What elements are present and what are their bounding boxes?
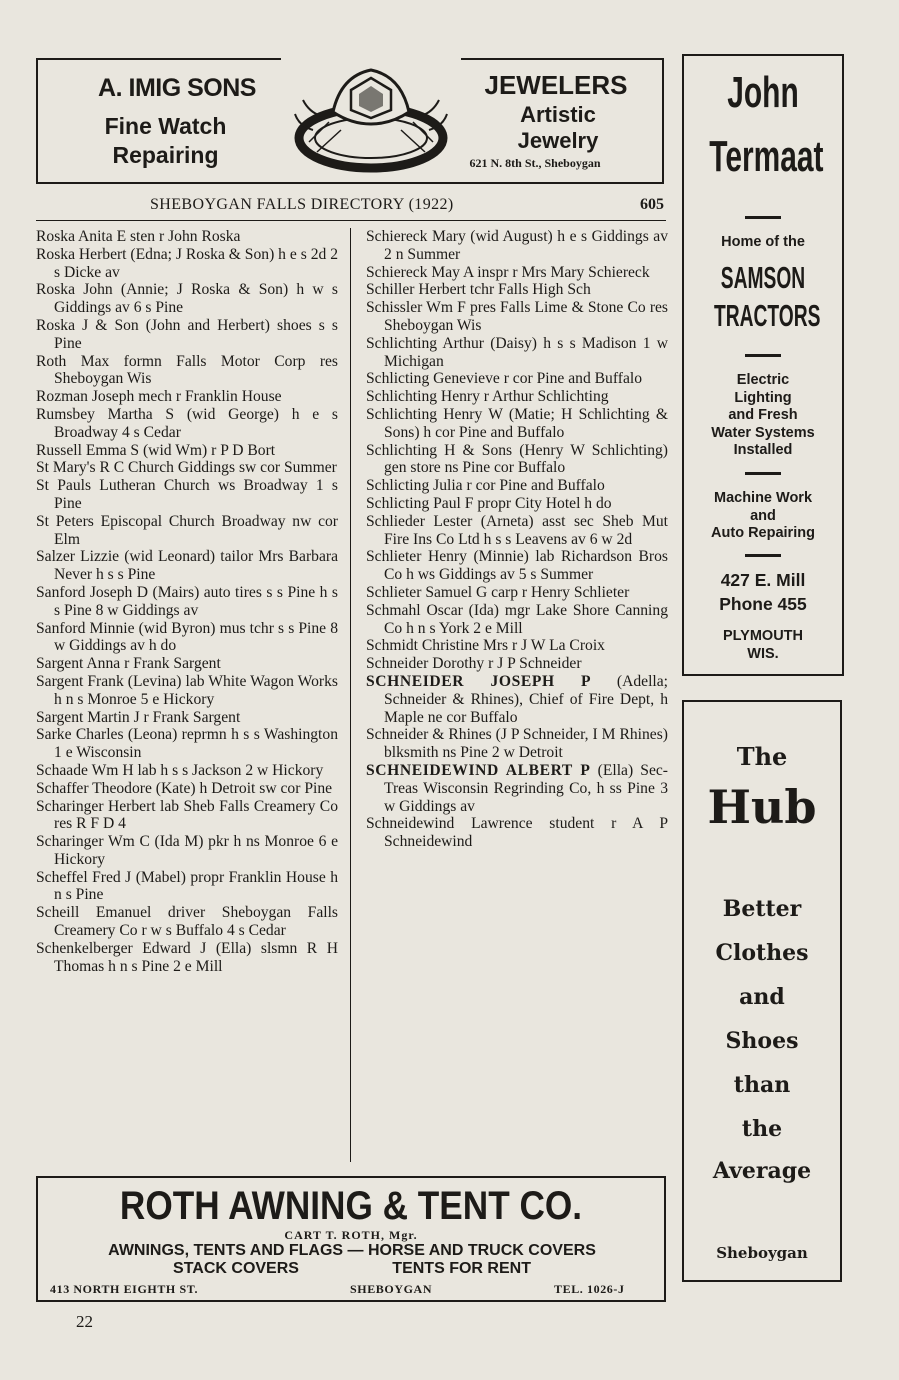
directory-entry-text: Schiller Herbert tchr Falls High Sch bbox=[366, 281, 591, 299]
directory-entry-text: Schneidewind Lawrence student r A P Schneidewind bbox=[366, 815, 668, 851]
hub-slogan-5: than bbox=[733, 1072, 791, 1098]
directory-entry bbox=[366, 281, 668, 299]
directory-entry-text: Schaffer Theodore (Kate) h Detroit sw cor Pine bbox=[36, 779, 333, 797]
directory-entry bbox=[36, 477, 338, 513]
directory-entry bbox=[366, 228, 668, 264]
directory-entry-text: Scharinger Wm C (Ida M) pkr h ns Monroe 6 e Hickory bbox=[36, 833, 338, 868]
directory-entry-text: Schneider & Rhines (J P Schneider, I M Rhines) blksmith ns Pine 2 w Detroit bbox=[366, 726, 668, 762]
directory-entry bbox=[36, 317, 338, 353]
termaat-phone: Phone 455 bbox=[719, 594, 807, 614]
machine-line-3: Auto Repairing bbox=[711, 525, 815, 541]
directory-entry bbox=[36, 869, 338, 905]
directory-entry-text: Russell Emma S (wid Wm) r P D Bort bbox=[36, 441, 276, 459]
termaat-address: 427 E. Mill bbox=[720, 570, 806, 590]
tractors-brand: TRACTORS bbox=[714, 298, 821, 333]
directory-entry-text: Schmahl Oscar (Ida) mgr Lake Shore Canning Co h n s York 2 e Mill bbox=[366, 601, 668, 637]
jeweler-tagline-line-1: Artistic bbox=[520, 102, 596, 127]
hub-city: Sheboygan bbox=[716, 1244, 808, 1262]
header-rule bbox=[36, 220, 666, 221]
directory-entry-text: Schenkelberger Edward J (Ella) slsmn R H Thomas h n s Pine 2 e Mill bbox=[36, 939, 338, 975]
directory-entry-text: Roska Anita E sten r John Roska bbox=[36, 228, 241, 245]
directory-entry-text: Schissler Wm F pres Falls Lime & Stone Co res Sheboygan Wis bbox=[366, 299, 668, 334]
directory-entry bbox=[366, 815, 668, 851]
awning-advertisement bbox=[36, 1176, 666, 1302]
directory-entry-text: Scheill Emanuel driver Sheboygan Falls Creamery Co r w s Buffalo 4 s Cedar bbox=[36, 904, 338, 940]
termaat-first-name: John bbox=[727, 68, 799, 117]
jeweler-service bbox=[78, 112, 253, 170]
directory-entry-text: Schlichting Henry W (Matie; H Schlichting & Sons) h cor Pine and Buffalo bbox=[366, 405, 668, 441]
directory-entry bbox=[36, 281, 338, 317]
directory-entry bbox=[36, 548, 338, 584]
directory-entry-text: Schlichting Henry r Arthur Schlichting bbox=[366, 388, 609, 406]
divider-dash bbox=[745, 554, 781, 557]
directory-entry bbox=[36, 353, 338, 389]
directory-entry-text: St Mary's R C Church Giddings sw cor Summer bbox=[36, 459, 337, 477]
directory-entry-text: Sargent Anna r Frank Sargent bbox=[36, 655, 221, 673]
directory-entry bbox=[366, 637, 668, 655]
awning-city: SHEBOYGAN bbox=[350, 1282, 433, 1296]
directory-entry-text: Schlicting Genevieve r cor Pine and Buffalo bbox=[366, 370, 642, 388]
directory-entry-text: Sanford Joseph D (Mairs) auto tires s s Pine h s s Pine 8 w Giddings av bbox=[36, 583, 338, 619]
awning-firm-name: ROTH AWNING & TENT CO. bbox=[119, 1184, 583, 1228]
home-of-label: Home of the bbox=[721, 234, 805, 250]
jeweler-tagline bbox=[478, 102, 638, 154]
divider-dash bbox=[745, 354, 781, 357]
directory-entry-text: Schiereck May A inspr r Mrs Mary Schiereck bbox=[366, 263, 650, 281]
awning-products-line-1: AWNINGS, TENTS AND FLAGS — HORSE AND TRUCK COVERS bbox=[108, 1242, 596, 1259]
directory-entry-text: Sargent Frank (Levina) lab White Wagon Works h n s Monroe 5 e Hickory bbox=[36, 672, 338, 708]
directory-entry-text: Schlieter Samuel G carp r Henry Schlieter bbox=[366, 583, 630, 601]
directory-entry-text: Schlicting Paul F propr City Hotel h do bbox=[366, 494, 612, 512]
directory-entry-text: Salzer Lizzie (wid Leonard) tailor Mrs Barbara Never h s s Pine bbox=[36, 548, 338, 584]
directory-entry bbox=[366, 477, 668, 495]
directory-entry bbox=[366, 335, 668, 371]
directory-entry bbox=[36, 904, 338, 940]
directory-entry-text: Schlichting Arthur (Daisy) h s s Madison 1 w Michigan bbox=[366, 334, 668, 370]
directory-entry-text: Roska J & Son (John and Herbert) shoes s s Pine bbox=[36, 316, 338, 352]
directory-entry bbox=[36, 620, 338, 656]
directory-entry bbox=[36, 940, 338, 976]
divider-dash bbox=[745, 472, 781, 475]
directory-page-number: 605 bbox=[640, 196, 664, 213]
jeweler-firm-name: A. IMIG SONS bbox=[98, 74, 256, 102]
machine-line-1: Machine Work bbox=[713, 490, 813, 506]
electric-line-5: Installed bbox=[733, 442, 793, 458]
directory-entry-text: Schlieter Henry (Minnie) lab Richardson Bros Co h ws Giddings av 5 s Summer bbox=[366, 548, 668, 584]
jeweler-tagline-line-2: Jewelry bbox=[517, 128, 599, 153]
directory-entry bbox=[36, 762, 338, 780]
directory-entry-text: Roska Herbert (Edna; J Roska & Son) h e s 2d 2 s Dicke av bbox=[36, 245, 338, 281]
directory-entry-text: St Peters Episcopal Church Broadway nw cor Elm bbox=[36, 512, 338, 548]
termaat-advertisement bbox=[682, 54, 844, 676]
directory-entry bbox=[36, 833, 338, 869]
directory-entry bbox=[366, 602, 668, 638]
electric-services bbox=[684, 372, 842, 460]
electric-line-4: Water Systems bbox=[711, 424, 815, 441]
directory-entry bbox=[366, 762, 668, 815]
directory-entry bbox=[36, 228, 338, 246]
directory-entry bbox=[366, 264, 668, 282]
machine-line-2: and bbox=[750, 507, 776, 524]
directory-entry bbox=[366, 548, 668, 584]
hub-slogan-2: Clothes bbox=[715, 940, 809, 966]
termaat-city-line-1: PLYMOUTH bbox=[722, 628, 804, 644]
divider-dash bbox=[745, 216, 781, 219]
awning-manager: CART T. ROTH, Mgr. bbox=[284, 1228, 418, 1242]
directory-entry-text: Schmidt Christine Mrs r J W La Croix bbox=[366, 637, 605, 655]
hub-advertisement bbox=[682, 700, 842, 1282]
left-column-listings bbox=[36, 228, 338, 975]
directory-entry bbox=[36, 246, 338, 282]
directory-entry-text: Scharinger Herbert lab Sheb Falls Creamery Co res R F D 4 bbox=[36, 797, 338, 833]
electric-line-2: Lighting bbox=[734, 389, 792, 406]
directory-entry-text: Sarke Charles (Leona) reprmn h s s Washington 1 e Wisconsin bbox=[36, 726, 338, 762]
directory-entry bbox=[366, 388, 668, 406]
directory-entry-name: SCHNEIDEWIND ALBERT P bbox=[366, 761, 591, 779]
directory-entry bbox=[36, 673, 338, 709]
directory-entry-text: Schiereck Mary (wid August) h e s Giddings av 2 n Summer bbox=[366, 228, 668, 263]
directory-entry bbox=[366, 655, 668, 673]
awning-telephone: TEL. 1026-J bbox=[554, 1282, 625, 1296]
hub-name: Hub bbox=[707, 780, 817, 834]
directory-entry-text: Schlicting Julia r cor Pine and Buffalo bbox=[366, 477, 605, 495]
directory-entry bbox=[36, 798, 338, 834]
directory-entry bbox=[36, 459, 338, 477]
directory-entry bbox=[366, 673, 668, 726]
directory-entry-text: Rozman Joseph mech r Franklin House bbox=[36, 388, 282, 406]
termaat-last-name: Termaat bbox=[709, 132, 824, 181]
directory-entry-text: Schaade Wm H lab h s s Jackson 2 w Hickory bbox=[36, 761, 324, 779]
folio-number: 22 bbox=[76, 1312, 93, 1331]
jeweler-service-line-2: Repairing bbox=[112, 142, 219, 168]
directory-entry bbox=[366, 495, 668, 513]
directory-entry bbox=[36, 388, 338, 406]
directory-entry-text: Schneider Dorothy r J P Schneider bbox=[366, 655, 582, 673]
electric-line-1: Electric bbox=[736, 372, 790, 388]
awning-products bbox=[50, 1242, 654, 1278]
directory-entry bbox=[366, 584, 668, 602]
hub-slogan-3: and bbox=[739, 984, 785, 1010]
directory-entry-text: Rumsbey Martha S (wid George) h e s Broadway 4 s Cedar bbox=[36, 405, 338, 441]
awning-address: 413 NORTH EIGHTH ST. bbox=[50, 1282, 199, 1296]
jeweler-service-line-1: Fine Watch bbox=[104, 113, 227, 139]
hub-slogan-6: the bbox=[741, 1116, 783, 1142]
hub-slogan-1: Better bbox=[722, 896, 802, 922]
directory-entry-text: Scheffel Fred J (Mabel) propr Franklin House h n s Pine bbox=[36, 868, 338, 904]
directory-entry bbox=[36, 442, 338, 460]
directory-entry-text: Schlichting H & Sons (Henry W Schlichting) gen store ns Pine cor Buffalo bbox=[366, 441, 668, 477]
directory-entry bbox=[366, 442, 668, 478]
hub-the: The bbox=[736, 742, 788, 771]
directory-entry bbox=[36, 513, 338, 549]
directory-title: SHEBOYGAN FALLS DIRECTORY (1922) bbox=[150, 196, 454, 213]
directory-entry-text: Roska John (Annie; J Roska & Son) h w s Giddings av 6 s Pine bbox=[36, 281, 338, 317]
termaat-city-line-2: WIS. bbox=[747, 645, 779, 662]
column-divider bbox=[350, 228, 351, 1162]
awning-products-line-2: STACK COVERS TENTS FOR RENT bbox=[173, 1260, 531, 1277]
directory-entry bbox=[36, 406, 338, 442]
directory-entry bbox=[36, 655, 338, 673]
jeweler-trade: JEWELERS bbox=[484, 70, 628, 100]
directory-entry bbox=[366, 726, 668, 762]
directory-entry-name: SCHNEIDER JOSEPH P bbox=[366, 672, 592, 690]
electric-line-3: and Fresh bbox=[728, 407, 798, 423]
samson-brand: SAMSON bbox=[720, 260, 806, 295]
termaat-city bbox=[684, 628, 842, 663]
directory-entry bbox=[36, 780, 338, 798]
directory-entry-text: Sanford Minnie (wid Byron) mus tchr s s Pine 8 w Giddings av h do bbox=[36, 619, 338, 655]
machine-services bbox=[684, 490, 842, 543]
directory-entry bbox=[366, 406, 668, 442]
directory-entry-text: (Ella) Sec-Treas Wisconsin Regrinding Co, h ss Pine 3 w Giddings av bbox=[384, 761, 668, 815]
directory-entry bbox=[36, 726, 338, 762]
directory-entry-text: Schlieder Lester (Arneta) asst sec Sheb Mut Fire Ins Co Ltd h s s Leavens av 6 w 2d bbox=[366, 512, 668, 548]
directory-entry bbox=[366, 513, 668, 549]
jeweler-address: 621 N. 8th St., Sheboygan bbox=[469, 156, 601, 170]
hub-slogan-7: Average bbox=[712, 1158, 812, 1184]
directory-entry bbox=[36, 584, 338, 620]
directory-entry-text: (Adella; Schneider & Rhines), Chief of Fire Dept, h Maple ne cor Buffalo bbox=[384, 672, 668, 726]
directory-entry-text: St Pauls Lutheran Church ws Broadway 1 s Pine bbox=[36, 477, 338, 512]
jeweler-advertisement bbox=[36, 58, 664, 184]
directory-entry-text: Roth Max formn Falls Motor Corp res Sheboygan Wis bbox=[36, 352, 338, 388]
directory-entry bbox=[36, 709, 338, 727]
directory-entry bbox=[366, 299, 668, 335]
hub-slogan-4: Shoes bbox=[725, 1028, 799, 1054]
directory-entry bbox=[366, 370, 668, 388]
right-column-listings bbox=[366, 228, 668, 851]
directory-entry-text: Sargent Martin J r Frank Sargent bbox=[36, 708, 241, 726]
